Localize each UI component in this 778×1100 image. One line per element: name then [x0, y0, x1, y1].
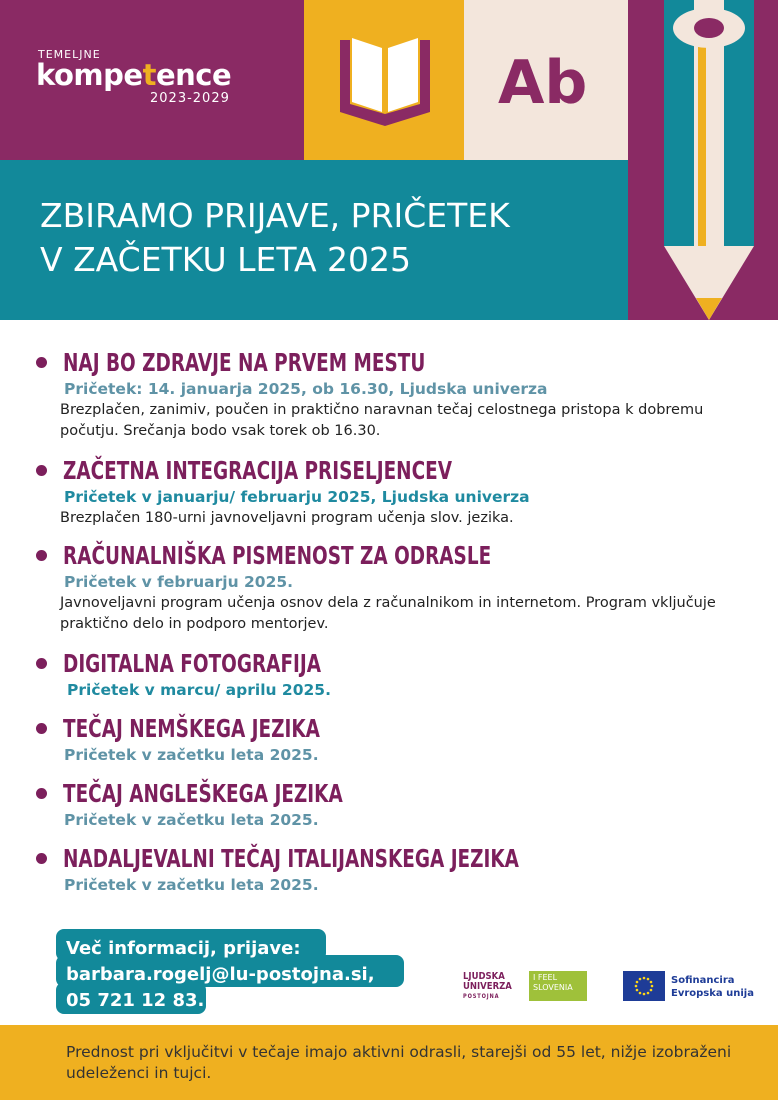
bullet-icon [36, 788, 47, 799]
brand-years: 2023-2029 [150, 91, 230, 106]
course-title: ZAČETNA INTEGRACIJA PRISELJENCEV [63, 456, 453, 485]
course-start: Pričetek: 14. januarja 2025, ob 16.30, Ljudska univerza [64, 380, 548, 398]
course-start: Pričetek v februarju 2025. [64, 573, 294, 591]
course-description: Javnoveljavni program učenja osnov dela z računalnikom in internetom. Program vključuje praktično delo in podporo mentorjev. [60, 595, 716, 632]
course-start: Pričetek v začetku leta 2025. [64, 876, 319, 894]
course-item-health [36, 348, 746, 442]
course-title: TEČAJ NEMŠKEGA JEZIKA [63, 714, 320, 743]
bullet-icon [36, 465, 47, 476]
hero-title-line1: ZBIRAMO PRIJAVE, PRIČETEK [40, 196, 510, 235]
course-title: RAČUNALNIŠKA PISMENOST ZA ODRASLE [63, 541, 492, 570]
course-start: Pričetek v začetku leta 2025. [64, 811, 319, 829]
course-item-photography [36, 649, 746, 701]
ifeel-line2: SLOVENIA [533, 983, 573, 992]
contact-heading: Več informacij, prijave: [66, 938, 301, 959]
contact-info [66, 936, 375, 1014]
ifeel-line1: I FEEL [533, 973, 558, 982]
course-item-integration [36, 456, 746, 529]
course-start: Pričetek v marcu/ aprilu 2025. [67, 681, 331, 699]
bullet-icon [36, 853, 47, 864]
brand-name [36, 58, 231, 92]
i-feel-slovenia-logo [529, 971, 587, 1001]
course-item-italian [36, 844, 746, 896]
footer-note: Prednost pri vključitvi v tečaje imajo aktivni odrasli, starejši od 55 let, nižje izobraženi udeleženci in tujci. [66, 1043, 732, 1082]
brand-name-part1: kompe [36, 58, 143, 92]
bullet-icon [36, 357, 47, 368]
lu-logo-line2: UNIVERZA [463, 981, 512, 992]
contact-phone: 05 721 12 83. [66, 990, 205, 1011]
bullet-icon [36, 658, 47, 669]
eu-text-line1: Sofinancira [671, 975, 735, 986]
course-item-german [36, 714, 746, 766]
eu-flag-icon [623, 971, 665, 1001]
bullet-icon [36, 550, 47, 561]
course-description: Brezplačen, zanimiv, poučen in praktično naravnan tečaj celostnega pristopa k dobremu počutju. Srečanja bodo vsak torek ob 16.30. [60, 402, 704, 439]
course-item-computer-literacy [36, 541, 746, 635]
course-title: DIGITALNA FOTOGRAFIJA [63, 649, 322, 678]
ab-letters: Ab [498, 48, 588, 118]
brand-name-accent: t [142, 58, 156, 92]
contact-email-link[interactable]: barbara.rogelj@lu-postojna.si, [66, 964, 375, 985]
course-title: NAJ BO ZDRAVJE NA PRVEM MESTU [63, 348, 426, 377]
course-item-english [36, 779, 746, 831]
lu-logo-line3: POSTOJNA [463, 993, 500, 1000]
hero-title-line2: V ZAČETKU LETA 2025 [40, 240, 411, 279]
open-book-icon [336, 34, 434, 126]
hero-title [40, 194, 620, 282]
course-start: Pričetek v januarju/ februarju 2025, Ljudska univerza [64, 488, 530, 506]
ljudska-univerza-logo [463, 972, 512, 1002]
brand-name-part2: ence [155, 58, 232, 92]
course-title: TEČAJ ANGLEŠKEGA JEZIKA [63, 779, 343, 808]
brand-label: TEMELJNE [38, 48, 101, 61]
course-start: Pričetek v začetku leta 2025. [64, 746, 319, 764]
pencil-icon [660, 0, 758, 320]
course-description: Brezplačen 180-urni javnoveljavni program učenja slov. jezika. [60, 510, 514, 526]
bullet-icon [36, 723, 47, 734]
lu-logo-line1: LJUDSKA [463, 971, 505, 982]
eu-text-line2: Evropska unija [671, 988, 754, 999]
course-title: NADALJEVALNI TEČAJ ITALIJANSKEGA JEZIKA [63, 844, 519, 873]
eu-cofunding-text [671, 974, 754, 1000]
